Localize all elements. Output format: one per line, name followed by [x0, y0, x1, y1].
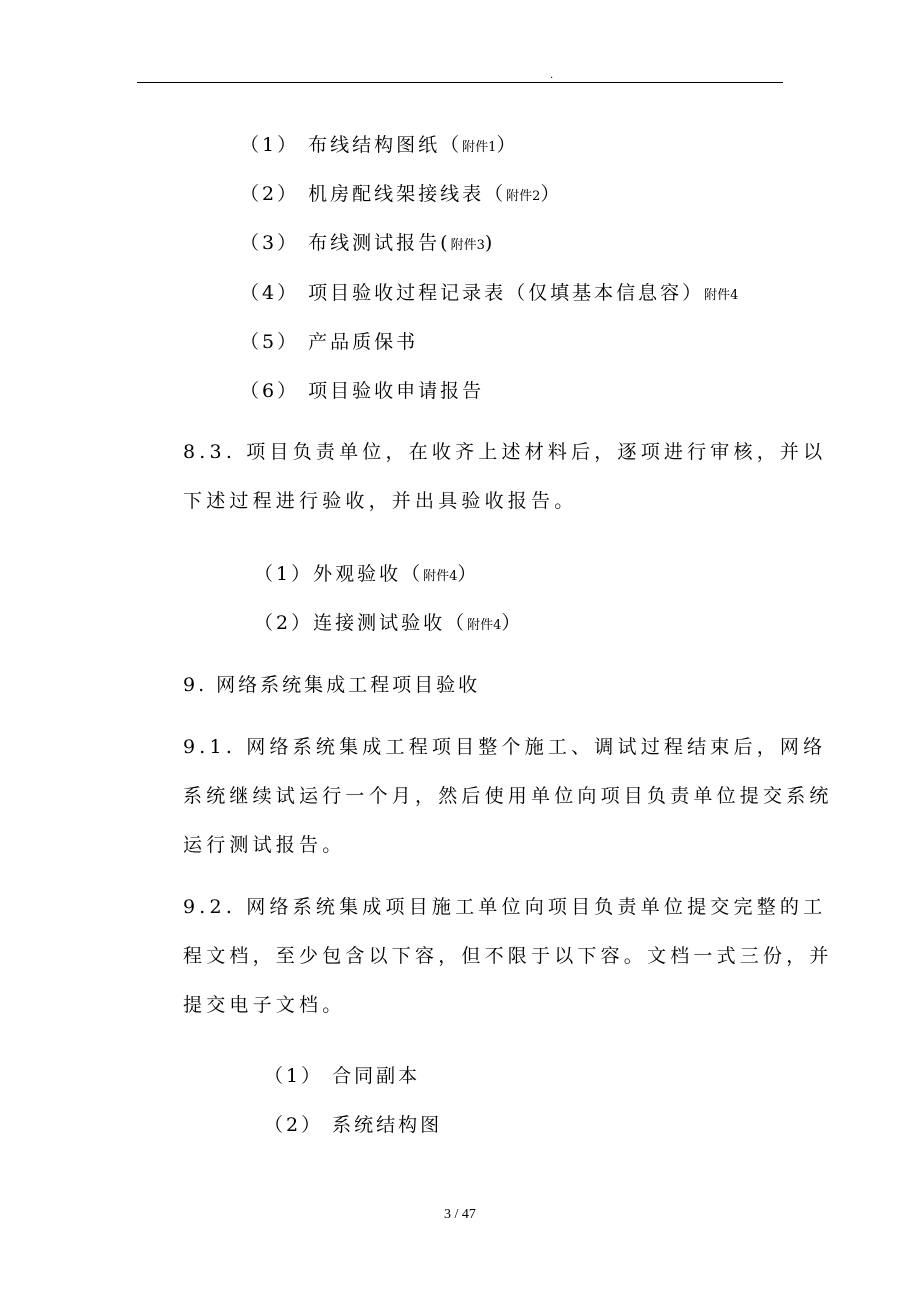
attachment-note: 附件2 — [506, 189, 541, 204]
item-text: 布线测试报告( — [308, 232, 451, 254]
item-text: 外观验收（ — [313, 563, 424, 585]
section-heading: 9. 网络系统集成工程项目验收 — [183, 674, 481, 696]
list-item — [240, 185, 562, 204]
item-text: 项目验收过程记录表（仅填基本信息容） — [308, 282, 705, 304]
paragraph-line: 9.2. 网络系统集成项目施工单位向项目负责单位提交完整的工 — [183, 896, 827, 918]
list-item — [240, 284, 738, 303]
list-item — [240, 382, 484, 401]
list-item — [254, 614, 523, 633]
item-close: ） — [540, 183, 563, 205]
paragraph-line: 提交电子文档。 — [183, 994, 346, 1016]
header-dot: . — [550, 70, 554, 81]
attachment-note: 附件1 — [462, 140, 497, 155]
list-item — [264, 1116, 442, 1135]
item-number: （3） — [240, 232, 300, 254]
header-rule — [137, 82, 783, 83]
item-text: 项目验收申请报告 — [308, 380, 485, 402]
item-close: ） — [501, 612, 524, 634]
paragraph-line: 下述过程进行验收，并出具验收报告。 — [183, 490, 578, 512]
item-number: （1） — [240, 134, 300, 156]
item-text: 系统结构图 — [332, 1114, 443, 1136]
item-number: （6） — [240, 380, 300, 402]
list-item — [254, 565, 479, 584]
item-number: （2） — [254, 612, 314, 634]
paragraph-line: 系统继续试运行一个月，然后使用单位向项目负责单位提交系统 — [183, 785, 833, 807]
item-close: ） — [457, 563, 480, 585]
page-number: 3 / 47 — [444, 1207, 476, 1222]
item-number: （1） — [264, 1065, 324, 1087]
item-text: 布线结构图纸（ — [308, 134, 463, 156]
attachment-note: 附件4 — [467, 618, 502, 633]
item-close: ） — [496, 134, 519, 156]
attachment-note: 附件4 — [704, 288, 739, 303]
list-item — [240, 136, 518, 155]
item-number: （2） — [264, 1114, 324, 1136]
list-item — [240, 333, 418, 352]
item-number: （2） — [240, 183, 300, 205]
item-number: （1） — [254, 563, 314, 585]
item-number: （5） — [240, 331, 300, 353]
list-item — [264, 1067, 420, 1086]
paragraph-line: 程文档，至少包含以下容，但不限于以下容。文档一式三份，并 — [183, 945, 833, 967]
item-text: 合同副本 — [332, 1065, 421, 1087]
paragraph-line: 9.1. 网络系统集成工程项目整个施工、调试过程结束后，网络 — [183, 736, 827, 758]
item-text: 机房配线架接线表（ — [308, 183, 507, 205]
item-text: 连接测试验收（ — [313, 612, 468, 634]
attachment-note: 附件4 — [423, 569, 458, 584]
item-number: （4） — [240, 282, 300, 304]
attachment-note: 附件3 — [450, 238, 485, 253]
list-item — [240, 234, 495, 253]
item-close: ) — [484, 232, 496, 254]
item-text: 产品质保书 — [308, 331, 419, 353]
paragraph-line: 8.3. 项目负责单位，在收齐上述材料后，逐项进行审核，并以 — [183, 441, 827, 463]
paragraph-line: 运行测试报告。 — [183, 834, 346, 856]
